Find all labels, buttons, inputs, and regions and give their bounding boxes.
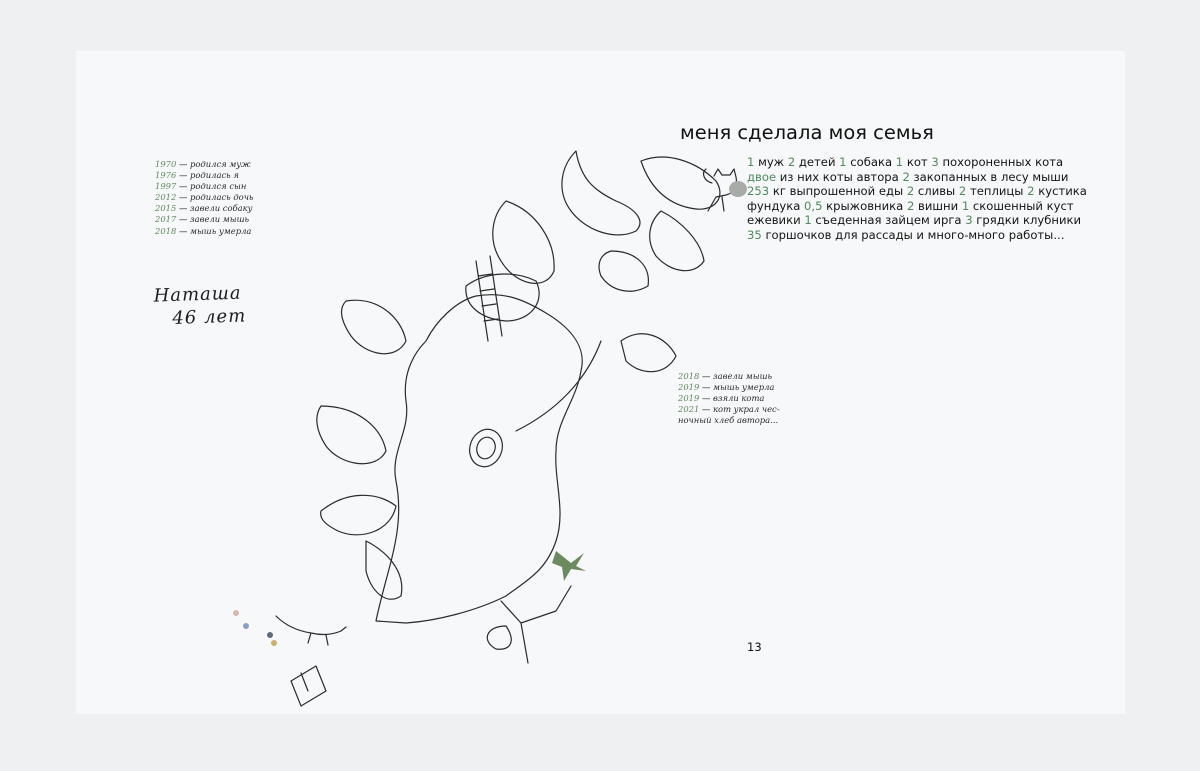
page-heading: меня сделала моя семья [680, 121, 934, 144]
leaf-right-1 [621, 334, 676, 372]
leaf-top-3 [650, 211, 704, 271]
timeline-item: 2018 — мышь умерла [155, 225, 252, 236]
signature-age: 46 лет [172, 305, 247, 329]
leaf-mid-3 [466, 274, 539, 321]
leaf-left-1 [341, 300, 406, 354]
leaf-mid-1 [493, 201, 554, 283]
family-line: ежевики 1 съеденная зайцем ирга 3 грядки клубники [747, 213, 1082, 228]
timeline-item: 2021 — кот украл чес- ночный хлеб автора... [678, 404, 780, 426]
necklace-cord [516, 341, 601, 431]
box-sketch [291, 666, 326, 706]
green-plant-mark [552, 551, 586, 581]
book-page [76, 51, 1125, 714]
family-line: 1 муж 2 детей 1 собака 1 кот 3 похороненных кота [747, 155, 1064, 169]
timeline-item: 2018 — завели мышь [678, 371, 773, 381]
dot-dark [267, 632, 273, 638]
family-line: фундука 0,5 крыжовника 2 вишни 1 скошенный куст [747, 198, 1074, 213]
page-number: 13 [747, 640, 762, 654]
family-line: 253 кг выпрошенной еды 2 сливы 2 теплицы 2 кустика [747, 184, 1087, 199]
timeline-item: 1997 — родился сын [155, 181, 247, 192]
ladder [476, 256, 502, 341]
mouse-sketch [276, 616, 346, 645]
leaf-left-3 [321, 495, 396, 535]
dot-blue [243, 623, 249, 629]
timeline-item: 2015 — завели собаку [155, 203, 253, 214]
family-list [747, 155, 1087, 243]
leaf-top-1 [562, 151, 640, 235]
family-line: 35 горшочков для рассады и много-много работы... [747, 227, 1065, 242]
timeline-item: 1976 — родилась я [155, 170, 239, 181]
grey-blob [729, 181, 747, 197]
pendant [464, 425, 507, 472]
timeline-item: 2019 — мышь умерла [678, 382, 775, 393]
dot-yellow [271, 640, 277, 646]
family-line: двое из них коты автора 2 закопанных в лесу мыши [747, 169, 1069, 184]
timeline-item: 2019 — взяли кота [678, 393, 765, 404]
name-signature [153, 281, 246, 330]
tree-drawing [76, 51, 1125, 714]
tree-trunk [376, 295, 582, 623]
timeline-item: 2017 — завели мышь [155, 214, 250, 225]
timeline-left [155, 159, 254, 237]
timeline-item: 1970 — родился муж [155, 159, 251, 169]
leaf-mid-2 [599, 251, 648, 291]
leaf-top-2 [641, 157, 720, 209]
leaf-left-2 [317, 406, 386, 464]
timeline-right [678, 371, 780, 426]
timeline-item: 2012 — родилась дочь [155, 192, 254, 203]
rabbit-sketch [487, 586, 571, 663]
dot-pink [233, 610, 239, 616]
signature-name: Наташа [153, 282, 242, 307]
